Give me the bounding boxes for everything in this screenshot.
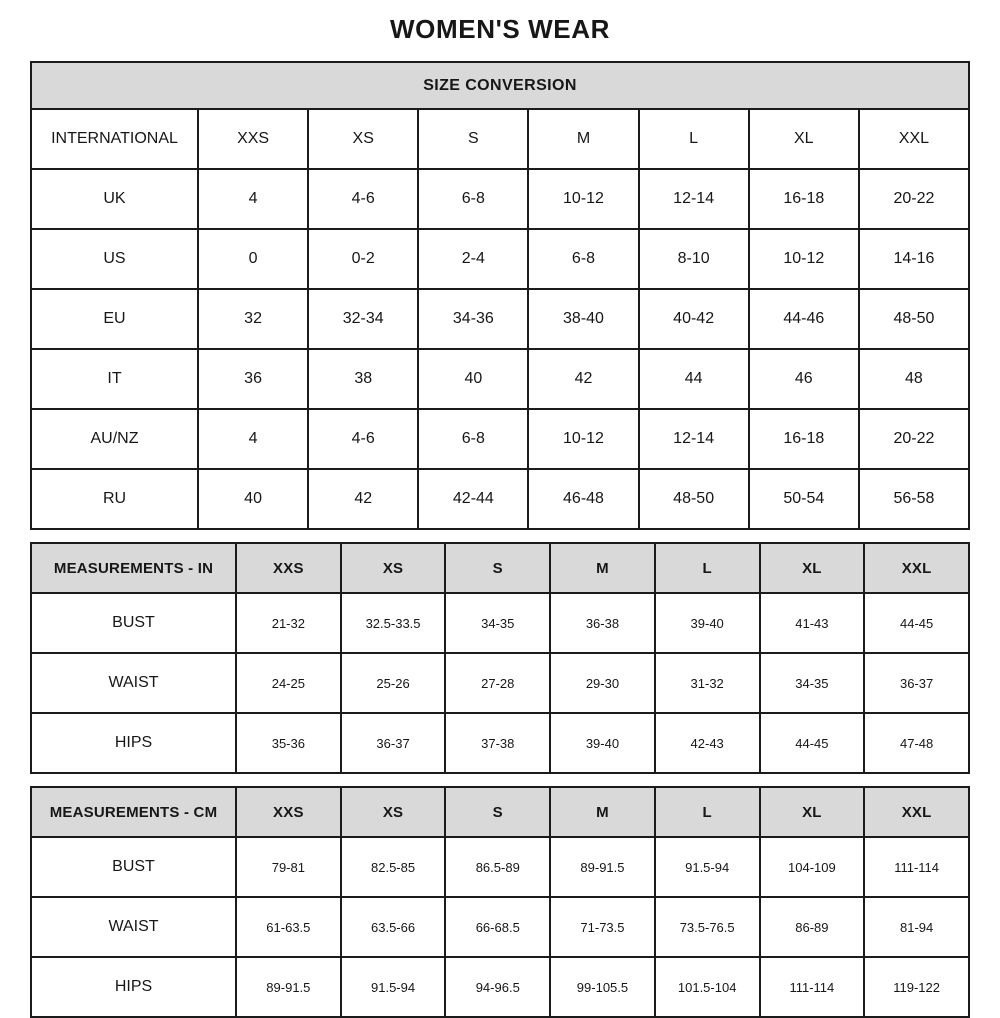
value-cell: 61-63.5 [236,897,341,957]
size-conversion-row [31,409,969,469]
measurements-cm-table [30,786,970,1018]
value-cell: 32-34 [308,289,418,349]
value-cell: 34-35 [760,653,865,713]
size-conversion-row [31,289,969,349]
value-cell: 40 [418,349,528,409]
value-cell: 94-96.5 [445,957,550,1017]
value-cell: 48 [859,349,969,409]
measurements-in-table [30,542,970,774]
row-label-cell: RU [31,469,198,529]
size-header-cell: XL [760,543,865,593]
value-cell: 71-73.5 [550,897,655,957]
value-cell: 104-109 [760,837,865,897]
value-cell: 6-8 [418,409,528,469]
value-cell: 44-46 [749,289,859,349]
value-cell: 20-22 [859,169,969,229]
size-conversion-row [31,469,969,529]
value-cell: 111-114 [760,957,865,1017]
value-cell: 38 [308,349,418,409]
value-cell: 42-44 [418,469,528,529]
value-cell: 99-105.5 [550,957,655,1017]
value-cell: 20-22 [859,409,969,469]
value-cell: 4 [198,409,308,469]
row-label-cell: EU [31,289,198,349]
value-cell: 101.5-104 [655,957,760,1017]
size-header-cell: XXL [864,543,969,593]
value-cell: 36-37 [341,713,446,773]
size-header-cell: M [550,787,655,837]
measurements-cm-body [31,837,969,1017]
measurements-in-row [31,653,969,713]
value-cell: 119-122 [864,957,969,1017]
value-cell: 6-8 [528,229,638,289]
measurements-in-body [31,593,969,773]
measurements-in-row [31,713,969,773]
size-header-cell: XL [760,787,865,837]
value-cell: 31-32 [655,653,760,713]
row-label-cell: UK [31,169,198,229]
value-cell: 89-91.5 [236,957,341,1017]
value-cell: 29-30 [550,653,655,713]
value-cell: 44-45 [760,713,865,773]
row-label-cell: US [31,229,198,289]
size-conversion-row [31,169,969,229]
value-cell: XS [308,109,418,169]
value-cell: 24-25 [236,653,341,713]
value-cell: 8-10 [639,229,749,289]
value-cell: 42 [528,349,638,409]
value-cell: 50-54 [749,469,859,529]
value-cell: 86.5-89 [445,837,550,897]
value-cell: 16-18 [749,169,859,229]
size-header-cell: XXS [236,543,341,593]
value-cell: 86-89 [760,897,865,957]
value-cell: 39-40 [655,593,760,653]
value-cell: 40 [198,469,308,529]
value-cell: 46-48 [528,469,638,529]
row-label-cell: INTERNATIONAL [31,109,198,169]
value-cell: 81-94 [864,897,969,957]
size-header-cell: M [550,543,655,593]
size-conversion-table [30,61,970,530]
size-conversion-row [31,109,969,169]
row-label-cell: WAIST [31,897,236,957]
value-cell: 36 [198,349,308,409]
value-cell: XXS [198,109,308,169]
value-cell: 42-43 [655,713,760,773]
value-cell: 44-45 [864,593,969,653]
size-header-cell: S [445,543,550,593]
row-label-cell: AU/NZ [31,409,198,469]
value-cell: 48-50 [859,289,969,349]
value-cell: 0 [198,229,308,289]
measurements-cm-header-row [31,787,969,837]
measurement-header-label: MEASUREMENTS - CM [31,787,236,837]
value-cell: 2-4 [418,229,528,289]
measurements-cm-row [31,957,969,1017]
value-cell: XXL [859,109,969,169]
size-header-cell: L [655,543,760,593]
value-cell: 14-16 [859,229,969,289]
size-conversion-row [31,349,969,409]
value-cell: 37-38 [445,713,550,773]
value-cell: 91.5-94 [341,957,446,1017]
size-header-cell: S [445,787,550,837]
value-cell: 66-68.5 [445,897,550,957]
row-label-cell: BUST [31,837,236,897]
measurement-header-label: MEASUREMENTS - IN [31,543,236,593]
value-cell: 4-6 [308,409,418,469]
row-label-cell: BUST [31,593,236,653]
value-cell: 73.5-76.5 [655,897,760,957]
measurements-cm-row [31,897,969,957]
value-cell: 46 [749,349,859,409]
value-cell: 10-12 [528,409,638,469]
value-cell: 56-58 [859,469,969,529]
size-header-cell: XXL [864,787,969,837]
value-cell: 42 [308,469,418,529]
row-label-cell: WAIST [31,653,236,713]
value-cell: 6-8 [418,169,528,229]
value-cell: 41-43 [760,593,865,653]
value-cell: 4 [198,169,308,229]
measurements-in-header-row [31,543,969,593]
size-conversion-banner: SIZE CONVERSION [31,62,969,109]
page-title: WOMEN'S WEAR [390,14,610,44]
size-header-cell: XS [341,787,446,837]
value-cell: 89-91.5 [550,837,655,897]
measurements-in-row [31,593,969,653]
value-cell: 47-48 [864,713,969,773]
size-header-cell: XS [341,543,446,593]
measurements-cm-row [31,837,969,897]
value-cell: XL [749,109,859,169]
value-cell: 35-36 [236,713,341,773]
value-cell: 34-35 [445,593,550,653]
size-conversion-banner-row [31,62,969,109]
value-cell: 32 [198,289,308,349]
value-cell: 4-6 [308,169,418,229]
value-cell: 38-40 [528,289,638,349]
value-cell: L [639,109,749,169]
value-cell: 12-14 [639,409,749,469]
row-label-cell: HIPS [31,957,236,1017]
value-cell: 111-114 [864,837,969,897]
size-conversion-row [31,229,969,289]
size-header-cell: XXS [236,787,341,837]
row-label-cell: IT [31,349,198,409]
value-cell: 27-28 [445,653,550,713]
value-cell: 10-12 [528,169,638,229]
value-cell: 21-32 [236,593,341,653]
value-cell: S [418,109,528,169]
value-cell: 82.5-85 [341,837,446,897]
value-cell: 48-50 [639,469,749,529]
value-cell: 63.5-66 [341,897,446,957]
value-cell: 91.5-94 [655,837,760,897]
value-cell: 39-40 [550,713,655,773]
value-cell: 10-12 [749,229,859,289]
value-cell: M [528,109,638,169]
size-conversion-body [31,109,969,529]
row-label-cell: HIPS [31,713,236,773]
value-cell: 34-36 [418,289,528,349]
value-cell: 36-37 [864,653,969,713]
value-cell: 12-14 [639,169,749,229]
value-cell: 16-18 [749,409,859,469]
value-cell: 44 [639,349,749,409]
size-header-cell: L [655,787,760,837]
value-cell: 25-26 [341,653,446,713]
value-cell: 0-2 [308,229,418,289]
value-cell: 32.5-33.5 [341,593,446,653]
value-cell: 40-42 [639,289,749,349]
value-cell: 36-38 [550,593,655,653]
value-cell: 79-81 [236,837,341,897]
